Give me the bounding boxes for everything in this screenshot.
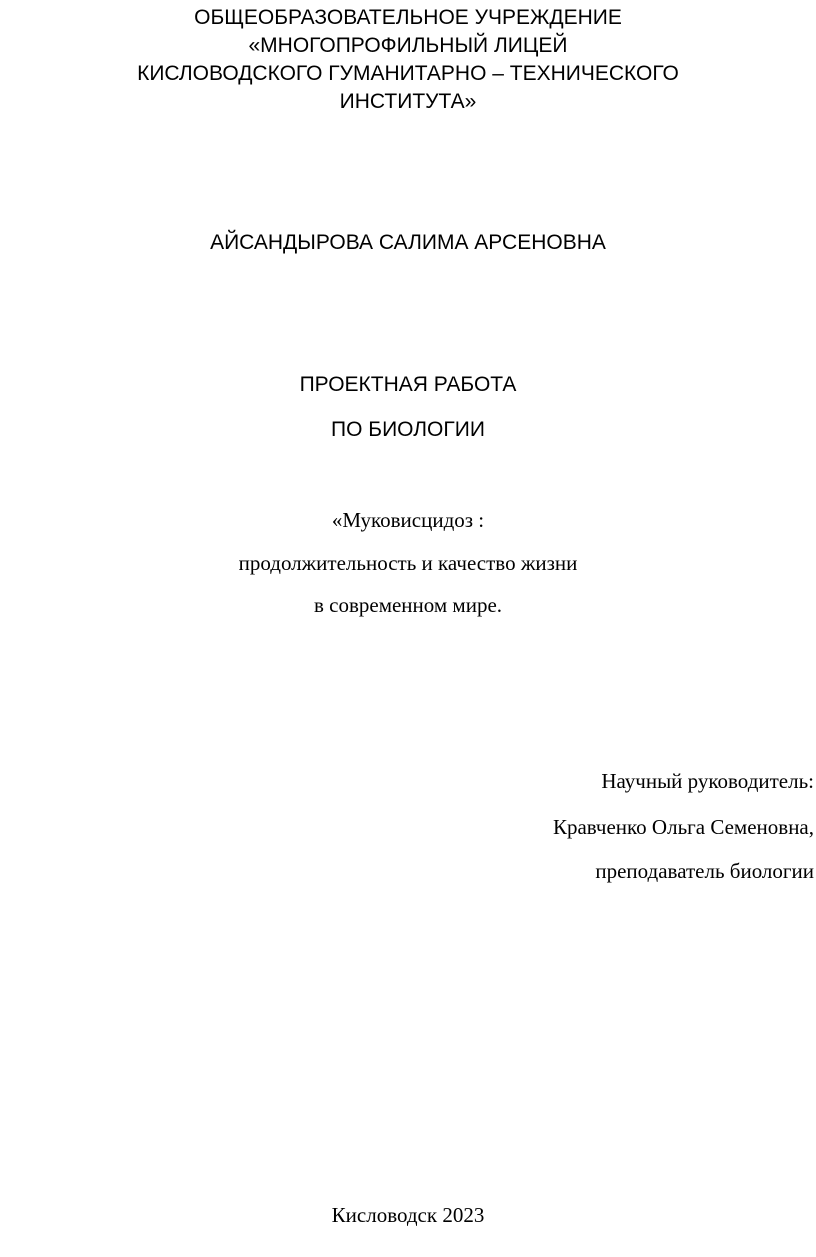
city-year: Кисловодск 2023 (331, 1203, 485, 1227)
supervisor-label: Научный руководитель: (601, 769, 814, 793)
author-name: АЙСАНДЫРОВА САЛИМА АРСЕНОВНА (210, 231, 606, 254)
work-title-line-2: продолжительность и качество жизни (238, 551, 578, 575)
work-title-line-1: «Муковисцидоз : (331, 508, 485, 532)
work-type-line-2: ПО БИОЛОГИИ (331, 418, 485, 441)
institution-line-4: ИНСТИТУТА» (339, 90, 477, 113)
institution-line-2: «МНОГОПРОФИЛЬНЫЙ ЛИЦЕЙ (248, 34, 568, 57)
supervisor-name: Кравченко Ольга Семеновна, (552, 815, 814, 839)
supervisor-position: преподаватель биологии (595, 859, 814, 883)
institution-line-3: КИСЛОВОДСКОГО ГУМАНИТАРНО – ТЕХНИЧЕСКОГО (137, 62, 679, 85)
institution-line-1: ОБЩЕОБРАЗОВАТЕЛЬНОЕ УЧРЕЖДЕНИЕ (194, 6, 622, 29)
work-title-line-3: в современном мире. (313, 593, 503, 617)
work-type-line-1: ПРОЕКТНАЯ РАБОТА (299, 373, 517, 396)
